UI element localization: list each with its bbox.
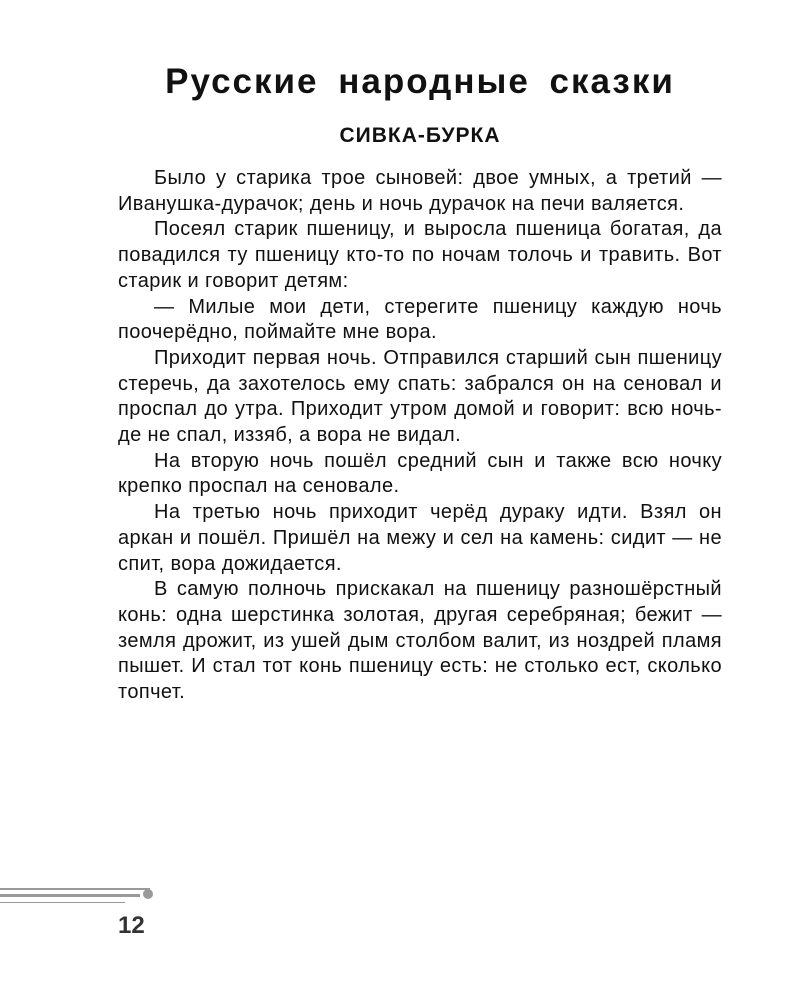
paragraph: Приходит первая ночь. Отправился старший сын пшеницу стеречь, да захотелось ему спать: забрался он на сеновал и проспал до утра. Приходит утром домой и говорит: всю ночь-де не спал, иззяб, а вора не видал. — [118, 346, 722, 447]
paragraph: Посеял старик пшеницу, и выросла пшеница богатая, да повадился ту пшеницу кто-то по ночам толочь и травить. Вот старик и говорит детям: — [118, 218, 722, 292]
footer-decorative-line — [0, 902, 125, 903]
story-title: СИВКА-БУРКА — [339, 124, 501, 147]
paragraph: На третью ночь приходит черёд дураку идти. Взял он аркан и пошёл. Пришёл на межу и сел на камень: сидит — не спит, вора дожидается. — [118, 501, 722, 575]
footer-dot — [143, 889, 153, 899]
paragraph: В самую полночь прискакал на пшеницу разношёрстный конь: одна шерстинка золотая, другая серебряная; бежит — земля дрожит, из ушей дым столбом валит, из ноздрей пламя пышет. И стал тот конь пшеницу есть: не столько ест, сколько топчет. — [118, 578, 722, 704]
paragraph: На вторую ночь пошёл средний сын и также всю ночку крепко проспал на сеновале. — [118, 449, 722, 498]
footer-decorative-line — [0, 894, 140, 897]
paragraph: — Милые мои дети, стерегите пшеницу каждую ночь поочерёдно, поймайте мне вора. — [118, 295, 722, 344]
story-body — [118, 166, 722, 706]
page-number: 12 — [118, 912, 145, 939]
paragraph: Было у старика трое сыновей: двое умных, а третий — Иванушка-дурачок; день и ночь дурачок на печи валяется. — [118, 167, 722, 215]
footer-decorative-line — [0, 888, 150, 890]
section-title: Русские народные сказки — [165, 62, 675, 101]
